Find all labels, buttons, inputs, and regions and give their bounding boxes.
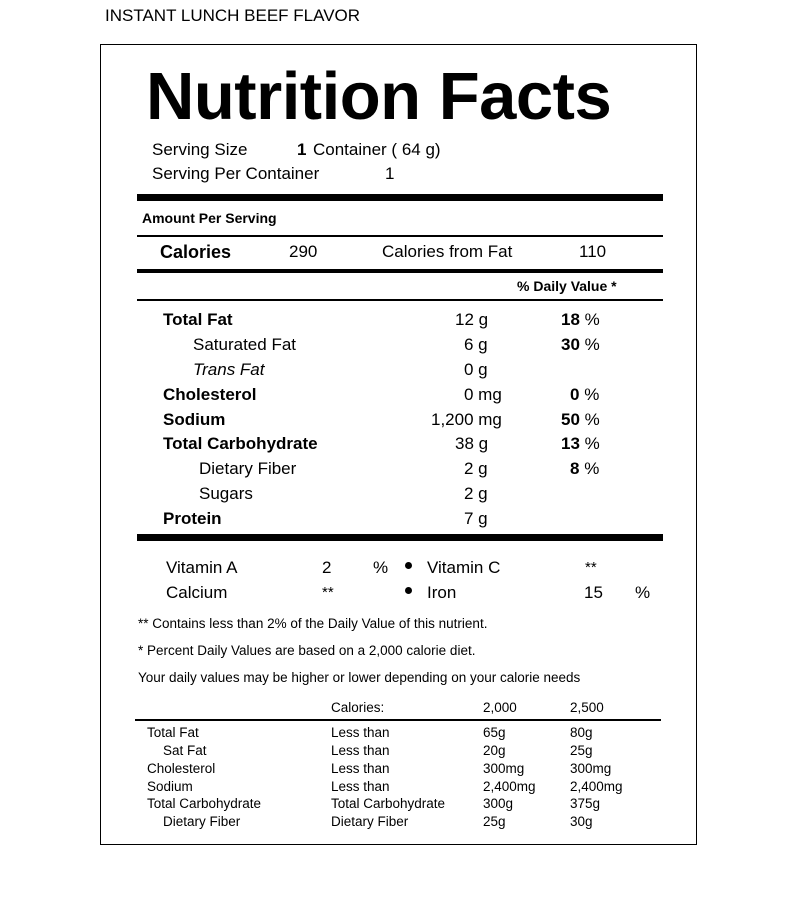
panel-title: Nutrition Facts [146, 59, 612, 134]
ref-row-2500: 375g [570, 796, 601, 811]
ref-row-2500: 30g [570, 814, 593, 829]
vitamin-c-value: ** [585, 559, 597, 576]
ref-row-limit: Less than [331, 761, 390, 776]
nutrient-name-saturated-fat: Saturated Fat [193, 335, 297, 354]
nutrient-amount-sodium: 1,200 mg [431, 410, 502, 429]
nutrient-name-dietary-fiber: Dietary Fiber [199, 459, 297, 478]
vitamin-a-value: 2 [322, 558, 332, 577]
divider [137, 299, 663, 301]
ref-row-limit: Less than [331, 779, 390, 794]
nutrient-amount-total-carbohydrate: 38 g [455, 434, 489, 453]
ref-row-nutrient: Total Carbohydrate [147, 796, 262, 811]
nutrient-name-sodium: Sodium [163, 410, 226, 429]
nutrient-amount-saturated-fat: 6 g [464, 335, 488, 354]
footnote-daily-value-basis: * Percent Daily Values are based on a 2,000 calorie diet. [138, 643, 476, 658]
bullet-icon [405, 562, 412, 569]
vitamin-c-label: Vitamin C [427, 558, 501, 577]
ref-row-limit: Dietary Fiber [331, 814, 409, 829]
ref-row-nutrient: Dietary Fiber [163, 814, 241, 829]
nutrient-amount-cholesterol: 0 mg [464, 385, 502, 404]
nutrient-name-total-fat: Total Fat [163, 310, 233, 329]
serving-size-label: Serving Size [152, 140, 248, 159]
ref-row-2000: 65g [483, 725, 506, 740]
footnote-calorie-needs: Your daily values may be higher or lower depending on your calorie needs [138, 670, 581, 685]
nutrient-name-trans-fat: Trans Fat [193, 360, 265, 379]
nutrient-amount-dietary-fiber: 2 g [464, 459, 488, 478]
calcium-value: ** [322, 584, 334, 601]
daily-value-header: % Daily Value * [517, 278, 617, 294]
nutrient-dv-cholesterol: 0 % [570, 385, 600, 404]
serving-size-qty: 1 [297, 140, 307, 159]
nutrient-dv-total-carbohydrate: 13 % [561, 434, 600, 453]
vitamin-a-label: Vitamin A [166, 558, 238, 577]
ref-header-2000: 2,000 [483, 700, 517, 715]
iron-value: 15 [584, 583, 603, 602]
ref-row-2500: 80g [570, 725, 593, 740]
nutrient-dv-dietary-fiber: 8 % [570, 459, 600, 478]
nutrient-name-cholesterol: Cholesterol [163, 385, 257, 404]
ref-row-nutrient: Sat Fat [163, 743, 207, 758]
nutrient-name-protein: Protein [163, 509, 222, 528]
ref-row-nutrient: Cholesterol [147, 761, 216, 776]
vitamin-a-unit: % [373, 558, 389, 577]
calories-label: Calories [160, 242, 232, 262]
nutrient-dv-saturated-fat: 30 % [561, 335, 600, 354]
ref-row-2000: 300mg [483, 761, 525, 776]
thick-divider-bottom [137, 534, 663, 541]
divider [137, 235, 663, 237]
nutrient-dv-total-fat: 18 % [561, 310, 600, 329]
footnote-less-than-2-percent: ** Contains less than 2% of the Daily Value of this nutrient. [138, 616, 488, 631]
serving-size-value: Container ( 64 g) [313, 140, 441, 159]
nutrient-name-sugars: Sugars [199, 484, 253, 503]
iron-unit: % [635, 583, 651, 602]
calories-value: 290 [289, 242, 318, 261]
ref-row-nutrient: Sodium [147, 779, 193, 794]
ref-row-limit: Total Carbohydrate [331, 796, 446, 811]
ref-row-limit: Less than [331, 725, 390, 740]
nutrient-dv-sodium: 50 % [561, 410, 600, 429]
ref-row-2500: 300mg [570, 761, 612, 776]
servings-per-container-value: 1 [385, 164, 395, 183]
bullet-icon [405, 587, 412, 594]
ref-row-2000: 20g [483, 743, 506, 758]
ref-header-calories: Calories: [331, 700, 385, 715]
nutrient-name-total-carbohydrate: Total Carbohydrate [163, 434, 318, 453]
ref-row-2500: 25g [570, 743, 593, 758]
nutrient-amount-total-fat: 12 g [455, 310, 489, 329]
nutrient-amount-trans-fat: 0 g [464, 360, 488, 379]
ref-row-2000: 25g [483, 814, 506, 829]
table-divider [135, 719, 661, 721]
ref-row-2000: 2,400mg [483, 779, 536, 794]
nutrient-amount-sugars: 2 g [464, 484, 488, 503]
ref-header-2500: 2,500 [570, 700, 604, 715]
calories-from-fat-value: 110 [579, 242, 607, 261]
nutrient-amount-protein: 7 g [464, 509, 488, 528]
amount-per-serving-label: Amount Per Serving [142, 210, 277, 226]
thick-divider-top [137, 194, 663, 201]
calcium-label: Calcium [166, 583, 228, 602]
iron-label: Iron [427, 583, 457, 602]
product-name: INSTANT LUNCH BEEF FLAVOR [105, 6, 361, 25]
nutrition-facts-panel [100, 44, 697, 845]
calories-from-fat-label: Calories from Fat [382, 242, 513, 261]
servings-per-container-label: Serving Per Container [152, 164, 320, 183]
ref-row-nutrient: Total Fat [147, 725, 199, 740]
medium-divider [137, 269, 663, 273]
ref-row-2000: 300g [483, 796, 514, 811]
ref-row-2500: 2,400mg [570, 779, 623, 794]
ref-row-limit: Less than [331, 743, 390, 758]
